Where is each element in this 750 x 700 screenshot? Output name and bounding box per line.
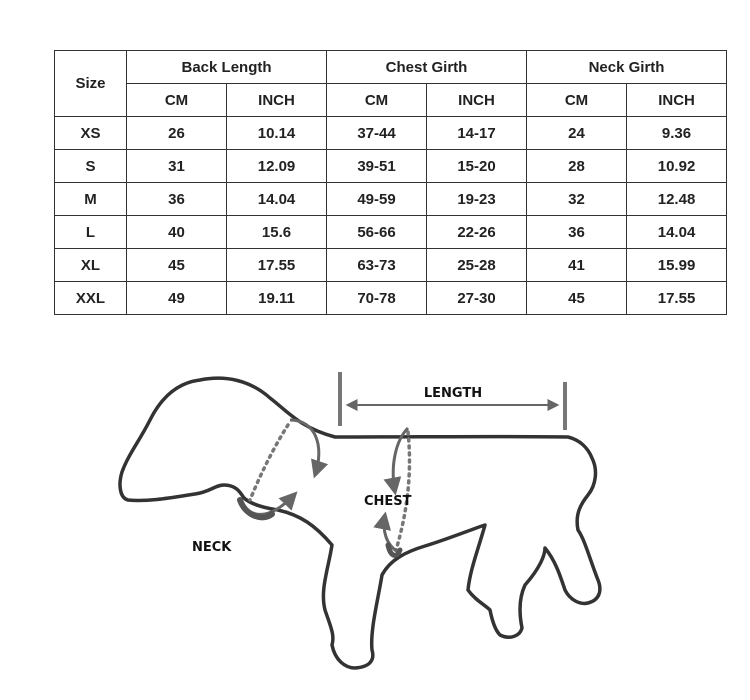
length-label: LENGTH xyxy=(423,386,483,401)
table-cell: 19.11 xyxy=(227,282,327,315)
size-cell: XXL xyxy=(55,282,127,315)
size-cell: XL xyxy=(55,249,127,282)
table-cell: 41 xyxy=(527,249,627,282)
table-cell: 26 xyxy=(127,117,227,150)
size-cell: XS xyxy=(55,117,127,150)
size-cell: S xyxy=(55,150,127,183)
table-cell: 15-20 xyxy=(427,150,527,183)
table-cell: 15.99 xyxy=(627,249,727,282)
chest-label: CHEST xyxy=(364,494,412,509)
table-cell: 37-44 xyxy=(327,117,427,150)
table-cell: 45 xyxy=(527,282,627,315)
table-cell: 19-23 xyxy=(427,183,527,216)
table-cell: 56-66 xyxy=(327,216,427,249)
table-cell: 22-26 xyxy=(427,216,527,249)
table-cell: 40 xyxy=(127,216,227,249)
table-cell: 49 xyxy=(127,282,227,315)
table-cell: 10.14 xyxy=(227,117,327,150)
dog-measurement-diagram xyxy=(0,340,750,700)
table-cell: 31 xyxy=(127,150,227,183)
header-row-units xyxy=(55,84,727,117)
table-cell: 36 xyxy=(527,216,627,249)
table-cell: 63-73 xyxy=(327,249,427,282)
size-header: Size xyxy=(55,51,127,117)
size-cell: M xyxy=(55,183,127,216)
table-cell: 14-17 xyxy=(427,117,527,150)
unit-header: CM xyxy=(527,84,627,117)
group-header-neck-girth: Neck Girth xyxy=(527,51,727,84)
unit-header: INCH xyxy=(627,84,727,117)
table-cell: 49-59 xyxy=(327,183,427,216)
unit-header: INCH xyxy=(427,84,527,117)
unit-header: INCH xyxy=(227,84,327,117)
table-row xyxy=(55,249,727,282)
size-cell: L xyxy=(55,216,127,249)
table-cell: 27-30 xyxy=(427,282,527,315)
neck-dotted-line xyxy=(250,425,288,500)
table-row xyxy=(55,117,727,150)
table-row xyxy=(55,150,727,183)
table-cell: 9.36 xyxy=(627,117,727,150)
table-row xyxy=(55,282,727,315)
unit-header: CM xyxy=(327,84,427,117)
group-header-back-length: Back Length xyxy=(127,51,327,84)
table-cell: 15.6 xyxy=(227,216,327,249)
table-cell: 36 xyxy=(127,183,227,216)
table-cell: 12.09 xyxy=(227,150,327,183)
table-cell: 39-51 xyxy=(327,150,427,183)
header-row-groups xyxy=(55,51,727,84)
group-header-chest-girth: Chest Girth xyxy=(327,51,527,84)
table-row xyxy=(55,183,727,216)
table-cell: 25-28 xyxy=(427,249,527,282)
table-cell: 24 xyxy=(527,117,627,150)
table-cell: 14.04 xyxy=(227,183,327,216)
unit-header: CM xyxy=(127,84,227,117)
dog-outline xyxy=(120,378,600,668)
table-cell: 17.55 xyxy=(627,282,727,315)
table-row xyxy=(55,216,727,249)
neck-label: NECK xyxy=(192,540,232,555)
size-chart-table xyxy=(54,50,727,315)
chest-dotted-line xyxy=(396,432,410,550)
table-cell: 28 xyxy=(527,150,627,183)
table-cell: 10.92 xyxy=(627,150,727,183)
table-cell: 14.04 xyxy=(627,216,727,249)
table-cell: 70-78 xyxy=(327,282,427,315)
table-cell: 12.48 xyxy=(627,183,727,216)
table-cell: 32 xyxy=(527,183,627,216)
table-cell: 17.55 xyxy=(227,249,327,282)
table-cell: 45 xyxy=(127,249,227,282)
